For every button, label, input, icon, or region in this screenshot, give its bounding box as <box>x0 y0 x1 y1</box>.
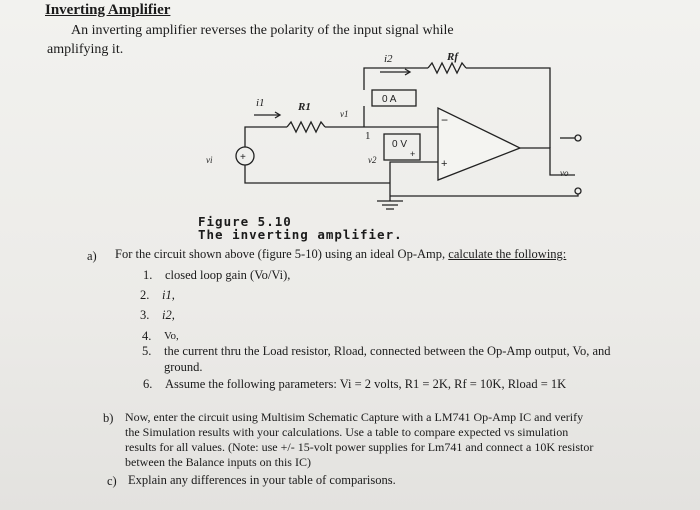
question-b-line: between the Balance inputs on this IC) <box>125 455 311 469</box>
question-a-label: a) <box>87 249 97 263</box>
list-text: closed loop gain (Vo/Vi), <box>165 268 291 282</box>
source-plus: + <box>240 152 246 163</box>
question-b-line: the Simulation results with your calculations. Use a table to compare expected vs simulation <box>125 425 569 439</box>
output-terminal-top <box>575 135 581 141</box>
list-text: the current thru the Load resistor, Rload, connected between the Op-Amp output, Vo, and <box>164 344 611 358</box>
v1-label: v1 <box>340 109 349 119</box>
noninverting-input-wire <box>390 162 438 195</box>
opamp-plus: + <box>441 158 448 170</box>
list-number: 5. <box>142 344 152 358</box>
op-amp-triangle <box>438 108 520 180</box>
ground-return-wire <box>245 165 390 183</box>
output-terminal <box>575 188 581 194</box>
i2-label: i2 <box>384 53 393 65</box>
question-c-label: c) <box>107 474 117 488</box>
list-number: 2. <box>140 288 150 302</box>
ammeter-reading: 0 A <box>382 94 397 105</box>
intro-line-2: amplifying it. <box>47 42 124 57</box>
question-c-text: Explain any differences in your table of comparisons. <box>128 473 396 487</box>
figure-title: The inverting amplifier. <box>198 227 403 242</box>
vi-label: vi <box>206 155 213 165</box>
question-a-text-underlined: calculate the following: <box>448 247 567 261</box>
ground-symbol <box>377 201 403 209</box>
figure-caption <box>198 215 403 241</box>
r1-resistor <box>287 122 325 132</box>
question-b-line: Now, enter the circuit using Multisim Schematic Capture with a LM741 Op-Amp IC and verify <box>125 410 584 424</box>
list-text: Vo, <box>164 330 179 342</box>
question-b-label: b) <box>103 411 114 425</box>
list-number: 4. <box>142 329 152 343</box>
voltmeter-reading: 0 V <box>392 139 408 150</box>
list-text: i1, <box>162 288 175 302</box>
question-a-text <box>115 247 566 262</box>
r1-label: R1 <box>298 101 311 113</box>
question-b-line: results for all values. (Note: use +/- 15-volt power supplies for Lm741 and connect a 10K resistor <box>125 440 594 454</box>
question-b-text <box>125 410 685 470</box>
opamp-minus: − <box>441 113 449 127</box>
voltmeter-plus: + <box>410 149 416 159</box>
rf-label: Rf <box>447 51 458 63</box>
document-title: Inverting Amplifier <box>45 2 171 18</box>
list-number: 3. <box>140 308 150 322</box>
list-text: i2, <box>162 308 175 322</box>
figure-number: Figure 5.10 <box>198 214 292 229</box>
list-text: ground. <box>164 360 203 374</box>
question-a-text-pre: For the circuit shown above (figure 5-10) using an ideal Op-Amp, <box>115 247 449 261</box>
node-1-label: 1 <box>365 130 371 142</box>
list-number: 1. <box>143 268 153 282</box>
list-number: 6. <box>143 377 153 391</box>
v2-label: v2 <box>368 155 377 165</box>
list-text: Assume the following parameters: Vi = 2 volts, R1 = 2K, Rf = 10K, Rload = 1K <box>165 377 567 391</box>
i1-label: i1 <box>256 97 265 109</box>
intro-line-1: An inverting amplifier reverses the polarity of the input signal while <box>71 23 454 38</box>
rf-resistor <box>428 63 466 73</box>
vo-label: vo <box>560 168 569 178</box>
feedback-wire-left <box>364 68 428 90</box>
output-ground-wire <box>390 194 578 196</box>
